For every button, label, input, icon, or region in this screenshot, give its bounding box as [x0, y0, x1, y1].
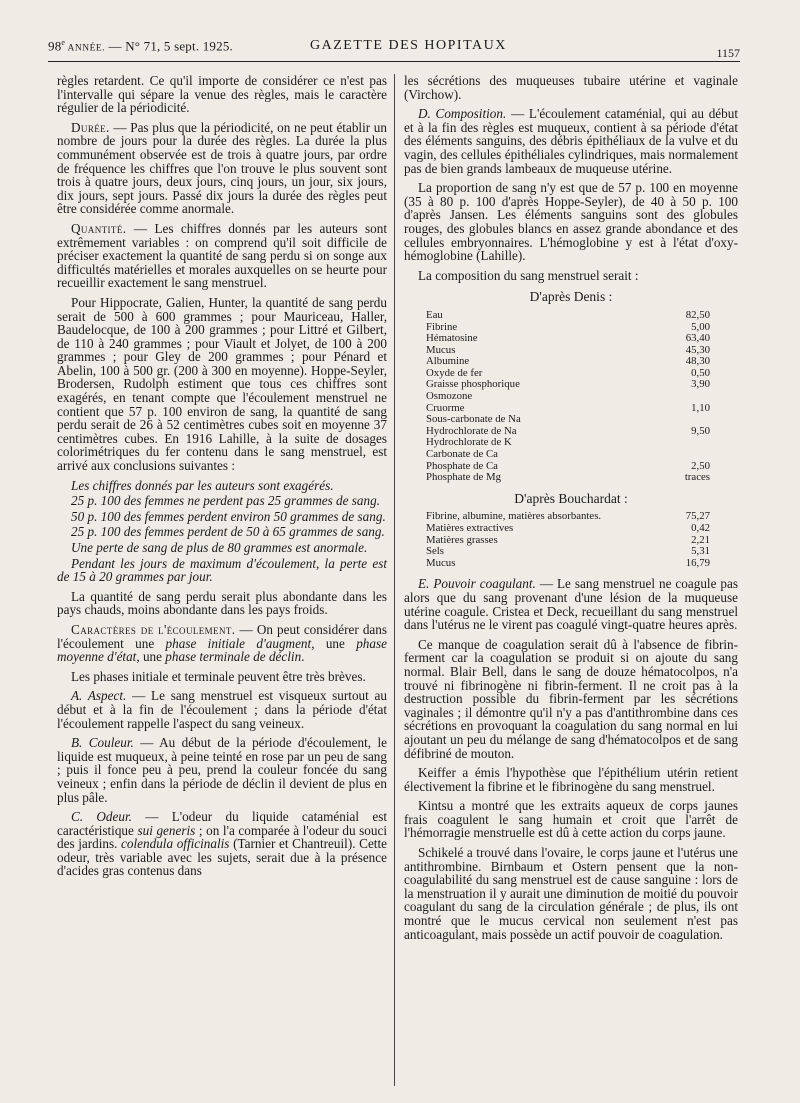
paragraph: les sécrétions des muqueuses tubaire utérine et vaginale (Virchow).: [404, 73, 738, 102]
component-value: 82,50: [685, 308, 710, 321]
table-row: [426, 535, 710, 547]
table-row: [426, 558, 710, 570]
paragraph-couleur: B. Couleur. — Au début de la période d'écoulement, le liquide est muqueux, à peine teinté en rose par un peu de sang ; puis il fonce peu à peu, prend la couleur foncée du sang veineux ; enfin dans la période de déclin il devient de plus en plus pâle.: [57, 735, 387, 805]
component-value: 48,30: [685, 355, 710, 368]
component-value: 0,42: [691, 522, 710, 534]
component-name: Sous-carbonate de Na: [426, 413, 521, 426]
component-name: Graisse phosphorique: [426, 378, 520, 391]
component-name: Mucus: [426, 556, 456, 569]
issue-info: 98e ANNÉE. — N° 71, 5 sept. 1925.: [48, 38, 233, 54]
paragraph: Pour Hippocrate, Galien, Hunter, la quantité de sang perdu serait de 500 à 600 grammes ; pour Mauriceau, Haller, Baudelocque, de 100 à 200 grammes ; pour Littré et Gilbert, de 110 à 240 grammes ; pour Viault et Jolyet, de 100 à 200 grammes ; pour Gley de 200 grammes ; pour Pénard et Abelin, 100 à 500 gr. (200 à 300 en moyenne). Hoppe-Seyler, Brodersen, Rudolph estiment que tous ces chiffres sont exagérés, en tenant compte que l'écoulement menstruel ne contient que 57 p. 100 environ de sang, la quantité de sang perdu serait de 26 à 52 centimètres cubes soit en moyenne 37 centimètres cubes. En 1916 Lahille, à la suite de dosages colorimétriques du fer contenu dans le sang menstruel, est arrivé aux conclusions suivantes :: [57, 294, 387, 474]
component-value: 5,31: [691, 545, 710, 558]
paragraph: La proportion de sang n'y est que de 57 p. 100 en moyenne (35 à 80 p. 100 d'après Hoppe-Seyler), de 40 à 50 p. 100 d'après Jansen. Les éléments sanguins sont des globules rouges, des globules blancs en assez grande abondance et des cellules embryonnaires. L'hémoglobine y est à l'état d'oxy-hémoglobine (Lahille).: [404, 180, 738, 264]
journal-title: GAZETTE DES HOPITAUX: [310, 38, 507, 53]
paragraph-composition: D. Composition. — L'écoulement cataménial, qui au début et à la fin des règles est muqueux, contient à sa période d'état des éléments sanguins, des débris épithéliaux de la vulve et du vagin, des cellules épithéliales cylindriques, mais normalement pas de bien grands lambeaux de muqueuse utérine.: [404, 106, 739, 176]
paragraph: Ce manque de coagulation serait dû à l'absence de fibrin-ferment car la coagulation se produit si on ajoute du sang normal. Blair Bell, dans le sang de douze hématocolpos, n'a trouvé ni fibrinogène ni fibrin-ferment. Il ne croit pas à la destruction possible du fibrin-ferment par les sécrétions vaginales ; il démontre qu'il n'y a pas d'antithrombine dans ces sécrétions en provoquant la coagulation du sang normal en lui ajoutant un peu du mélange de sang d'hématocolpos et de sang défibriné de mouton.: [404, 636, 738, 761]
component-value: 2,50: [691, 459, 710, 472]
table-row: [426, 391, 710, 403]
conclusion-item: Une perte de sang de plus de 80 grammes est anormale.: [71, 540, 368, 555]
paragraph: La composition du sang menstruel serait :: [418, 267, 639, 283]
component-name: Phosphate de Mg: [426, 471, 501, 484]
conclusion-item: 25 p. 100 des femmes perdent de 50 à 65 grammes de sang.: [71, 524, 385, 540]
paragraph: Schikelé a trouvé dans l'ovaire, le corps jaune et l'utérus une antithrombine. Birnbaum et Ostern pensent que la non-coagulabilité du sang menstruel est de cause sanguine : lors de la menstruation il y aurait une diminution de moitié du pouvoir coagulant du sang de la circulation générale ; de plus, ils ont montré que le mucus cervical non seulement n'est pas anticoagulant, mais possède un actif pouvoir de coagulation.: [404, 845, 738, 942]
conclusion-item: Pendant les jours de maximum d'écoulement, la perte est de 15 à 20 grammes par jour.: [57, 555, 387, 585]
component-value: 45,30: [685, 343, 710, 356]
component-name: Oxyde de fer: [426, 366, 483, 379]
table-row: [426, 546, 710, 558]
component-name: Matières extractives: [426, 522, 514, 534]
component-value: 1,10: [691, 401, 710, 414]
bouchardat-table: [426, 511, 710, 569]
component-value: traces: [684, 471, 710, 484]
component-name: Carbonate de Ca: [426, 448, 498, 461]
left-column: [57, 74, 387, 884]
component-name: Hématosine: [426, 332, 478, 345]
component-name: Eau: [426, 308, 443, 321]
component-value: [664, 391, 710, 403]
component-value: 5,00: [691, 320, 710, 333]
paragraph: Kintsu a montré que les extraits aqueux de corps jaunes frais coagulent le sang humain et croit que l'arrêt de l'hémorragie menstruelle est dû à cette action du corps jaune.: [404, 798, 738, 841]
paragraph: règles retardent. Ce qu'il importe de considérer ce n'est pas l'intervalle qui sépare la venue des règles, mais le caractère régulier de la périodicité.: [57, 73, 387, 116]
table-row: [426, 310, 710, 322]
table-row: [426, 523, 710, 535]
component-value: [664, 449, 710, 461]
bouchardat-title: D'après Bouchardat :: [514, 490, 628, 506]
component-name: Hydrochlorate de K: [426, 436, 512, 449]
component-name: Phosphate de Ca: [426, 459, 498, 472]
component-value: 9,50: [691, 424, 710, 437]
paragraph: La quantité de sang perdu serait plus abondante dans les pays chauds, moins abondante dans les pays froids.: [57, 588, 387, 618]
paragraph: Les phases initiale et terminale peuvent être très brèves.: [71, 668, 366, 684]
page-header: [48, 38, 740, 60]
component-value: 0,50: [691, 366, 710, 379]
component-value: 16,79: [685, 556, 710, 569]
table-row: [426, 472, 710, 484]
column-divider: [394, 74, 395, 1086]
right-column: [404, 74, 738, 947]
component-name: Albumine: [426, 355, 470, 368]
component-name: Matières grasses: [426, 533, 498, 546]
paragraph-pouvoir: E. Pouvoir coagulant. — Le sang menstruel ne coagule pas alors que du sang provenant d'une lésion de la muqueuse utérine coagule. Cristea et Deck, recueillant du sang menstruel dans l'utérus ne le virent pas coagulé vingt-quatre heures après.: [404, 576, 738, 633]
conclusion-item: 50 p. 100 des femmes perdent environ 50 grammes de sang.: [71, 508, 386, 524]
component-name: Fibrine: [426, 320, 458, 333]
paragraph: Keiffer a émis l'hypothèse que l'épithélium utérin retient électivement la fibrine et le fibrinogène du sang menstruel.: [404, 765, 738, 794]
component-name: Fibrine, albumine, matières absorbantes.: [426, 510, 602, 523]
paragraph-duree: Durée. — Pas plus que la périodicité, on ne peut établir un nombre de jours pour la durée des règles. La durée la plus communément observée est de trois à quatre jours, par ordre de fréquence les chiffres que l'on trouve le plus souvent sont trois à quatre jours, deux jours, cinq jours, un jour, six jours, dix jours, sept jours. Passé dix jours la durée des règles peut être considérée comme anormale.: [57, 119, 387, 217]
denis-title: D'après Denis :: [529, 289, 613, 305]
header-rule: [48, 61, 740, 62]
table-row: [426, 449, 710, 461]
conclusion-item: Les chiffres donnés par les auteurs sont exagérés.: [71, 477, 334, 493]
component-value: 2,21: [691, 533, 710, 546]
paragraph-caracteres: Caractères de l'écoulement. — On peut considérer dans l'écoulement une phase initiale d'augment, une phase moyenne d'état, une phase terminale de déclin.: [57, 621, 388, 665]
component-name: Cruorme: [426, 401, 465, 414]
denis-table: [426, 310, 710, 484]
component-name: Hydrochlorate de Na: [426, 424, 517, 437]
component-name: Mucus: [426, 343, 456, 356]
paragraph-aspect: A. Aspect. — Le sang menstruel est visqueux surtout au début et à la fin de l'écoulement ; dans la période d'état l'écoulement rappelle l'aspect du sang veineux.: [57, 688, 388, 731]
page-number: 1157: [716, 46, 740, 60]
table-row: [426, 333, 710, 345]
component-value: 63,40: [685, 332, 710, 345]
conclusion-item: 25 p. 100 des femmes ne perdent pas 25 grammes de sang.: [71, 493, 381, 509]
component-name: Sels: [426, 545, 444, 558]
component-name: Osmozone: [426, 390, 473, 403]
component-value: 75,27: [685, 510, 710, 523]
paragraph-odeur: C. Odeur. — L'odeur du liquide cataménial est caractéristique sui generis ; on l'a comparée à l'odeur du souci des jardins. colendula officinalis (Tarnier et Chantreuil). Cette odeur, très variable avec les sujets, serait due à la présence d'acides gras contenus dans: [57, 809, 388, 879]
component-value: [664, 437, 710, 449]
component-value: 3,90: [691, 378, 710, 391]
paragraph-quantite: Quantité. — Les chiffres donnés par les auteurs sont extrêmement variables : on comprend qu'il soit difficile de préciser exactement la quantité de sang perdu si on songe aux difficultés matérielles et morales auxquelles on se heurte pour recueillir exactement le sang menstruel.: [57, 220, 387, 291]
